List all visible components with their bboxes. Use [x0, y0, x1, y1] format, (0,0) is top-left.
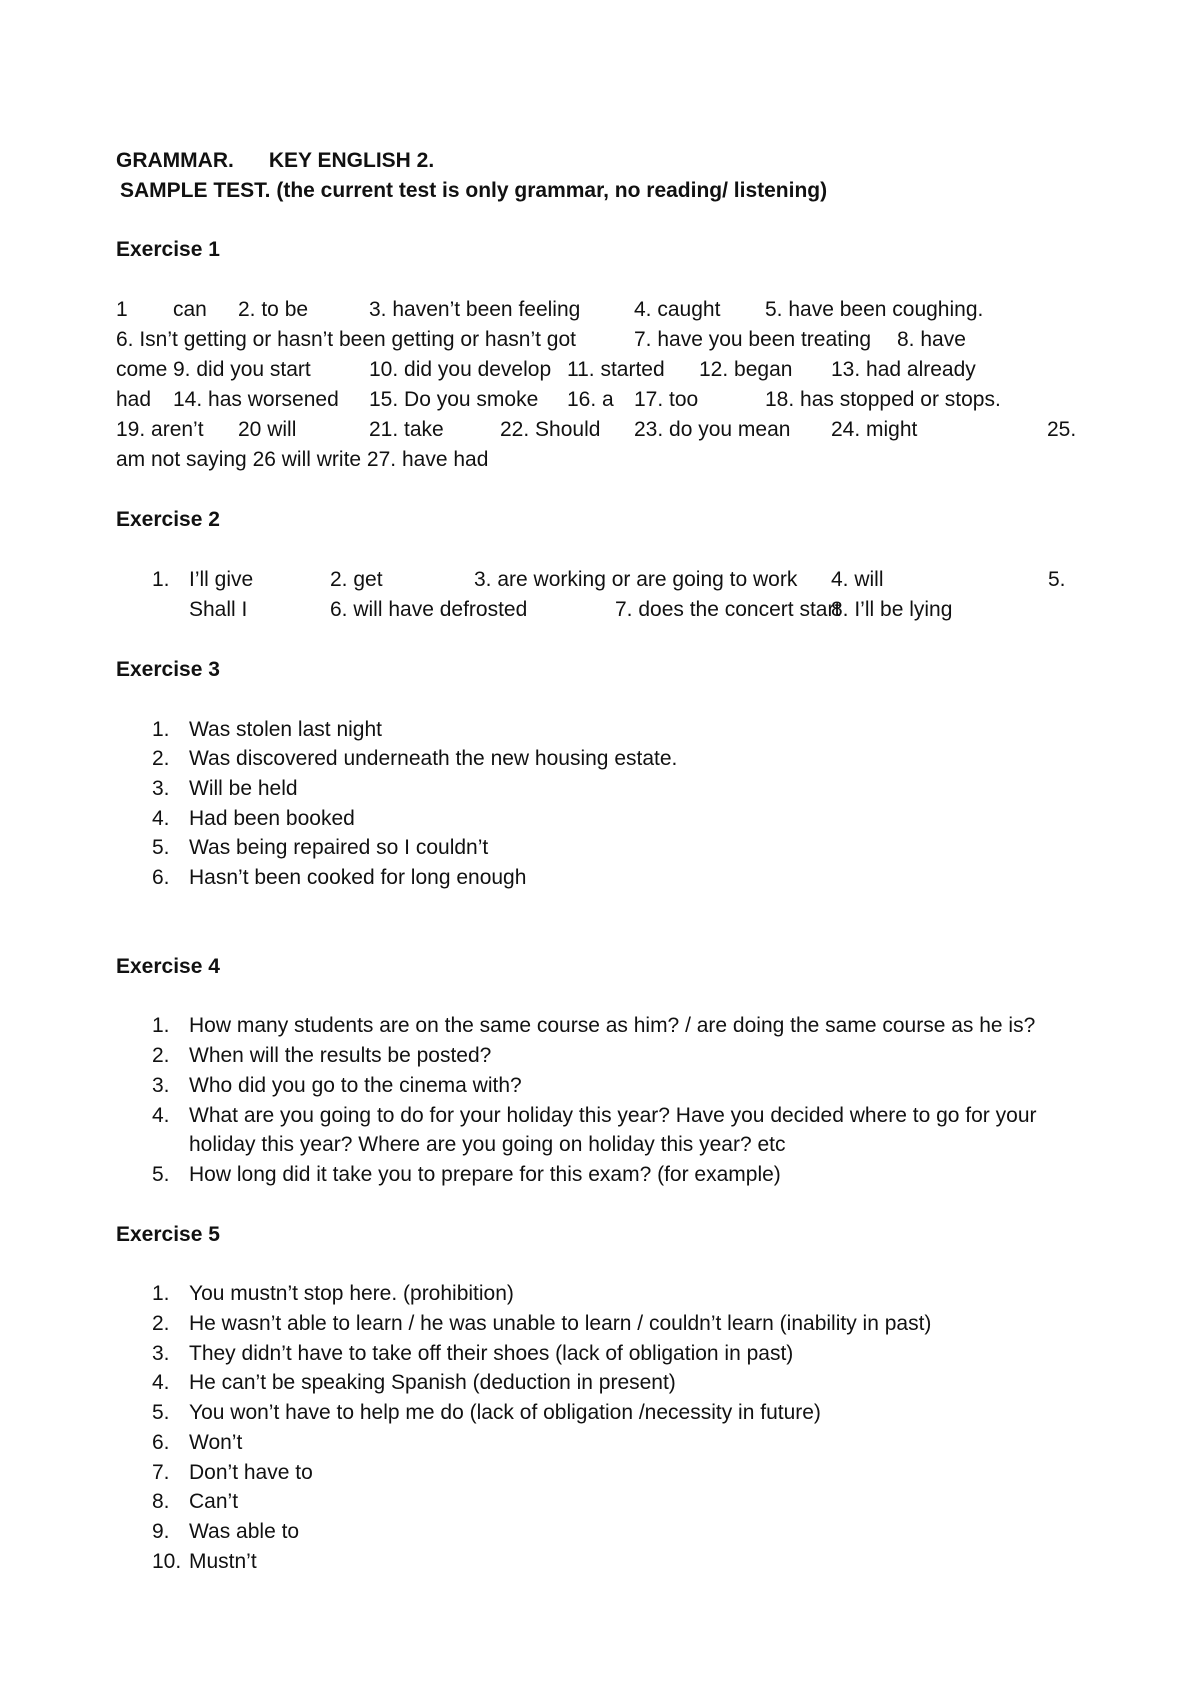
list-item: 3. Will be held [152, 776, 298, 800]
ex1-answer: 21. take [369, 418, 444, 442]
ex1-answer: 10. did you develop [369, 358, 552, 382]
ex1-answer: 18. has stopped or stops. [765, 388, 1001, 412]
ex1-answer: 3. haven’t been feeling [369, 298, 581, 322]
ex1-answer: 25. [1047, 418, 1077, 442]
list-item: 10. Mustn’t [152, 1549, 257, 1573]
list-item: 9. Was able to [152, 1519, 300, 1543]
document-page [116, 146, 1086, 1576]
spacer [116, 205, 1086, 235]
ex2-answer: 1. [152, 567, 170, 591]
list-item: 3. Who did you go to the cinema with? [152, 1073, 522, 1097]
list-item: 3. They didn’t have to take off their shoes (lack of obligation in past) [152, 1341, 794, 1365]
ex2-answer: 6. will have defrosted [330, 597, 528, 621]
ex1-answer: am not saying 26 will write 27. have had [116, 448, 489, 472]
list-item: 2. When will the results be posted? [152, 1044, 492, 1068]
ex1-answer: 9. did you start [173, 358, 311, 382]
ex1-answer: 24. might [831, 418, 918, 442]
exercise5-list [116, 1279, 1086, 1576]
spacer [116, 893, 1086, 952]
spacer [116, 535, 1086, 565]
list-item: 4. He can’t be speaking Spanish (deduction in present) [152, 1371, 676, 1395]
ex1-answer: come [116, 358, 168, 382]
list-item: 1. How many students are on the same course as him? / are doing the same course as he is? [152, 1014, 1036, 1038]
ex1-answer: 4. caught [634, 298, 721, 322]
exercise4-list [116, 1011, 1086, 1189]
ex1-answer: 17. too [634, 388, 699, 412]
document-header-line1 [116, 146, 1086, 176]
spacer [116, 1249, 1086, 1279]
spacer [116, 625, 1086, 655]
exercise4-title: Exercise 4 [116, 954, 220, 978]
list-item: 4. Had been booked [152, 806, 355, 830]
ex1-answer: 13. had already [831, 358, 976, 382]
ex2-answer: 8. I’ll be lying [831, 597, 953, 621]
ex1-answer: 16. a [567, 388, 614, 412]
ex1-answer: 7. have you been treating [634, 328, 872, 352]
ex2-answer: Shall I [189, 597, 248, 621]
exercise5-title: Exercise 5 [116, 1222, 220, 1246]
ex1-answer: 6. Isn’t getting or hasn’t been getting or hasn’t got [116, 328, 576, 352]
list-item: 2. Was discovered underneath the new housing estate. [152, 747, 678, 771]
list-item: 8. Can’t [152, 1490, 239, 1514]
ex1-answer: 11. started [567, 358, 665, 382]
list-item: 2. He wasn’t able to learn / he was unable to learn / couldn’t learn (inability in past) [152, 1312, 932, 1336]
ex2-answer: 5. [1048, 567, 1066, 591]
exercise1-title: Exercise 1 [116, 238, 220, 262]
list-item: 6. Hasn’t been cooked for long enough [152, 866, 527, 890]
ex1-answer: 15. Do you smoke [369, 388, 539, 412]
header-key-english: KEY ENGLISH 2. [268, 149, 435, 172]
ex1-answer: 22. Should [500, 418, 601, 442]
spacer [116, 1190, 1086, 1220]
list-item: 1. You mustn’t stop here. (prohibition) [152, 1282, 514, 1306]
list-item: 6. Won’t [152, 1430, 243, 1454]
spacer [116, 685, 1086, 715]
list-item: 1. Was stolen last night [152, 717, 382, 741]
spacer [116, 265, 1086, 295]
ex2-answer: 7. does the concert start [615, 597, 841, 621]
list-item: 4. What are you going to do for your holiday this year? Have you decided where to go for your holiday this year? Where are you going on holiday this year? etc [152, 1103, 1037, 1157]
ex1-answer: 8. have [897, 328, 966, 352]
ex1-answer: 5. have been coughing. [765, 298, 984, 322]
ex1-answer: 20 will [238, 418, 297, 442]
exercise1-answers [116, 295, 1086, 475]
list-item: 5. Was being repaired so I couldn’t [152, 836, 489, 860]
ex1-answer: 14. has worsened [173, 388, 339, 412]
ex2-answer: 2. get [330, 567, 383, 591]
ex2-answer: 3. are working or are going to work [474, 567, 798, 591]
ex1-answer: 12. began [699, 358, 793, 382]
ex1-answer: 1 [116, 298, 128, 322]
ex2-answer: I’ll give [189, 567, 254, 591]
exercise2-answers [116, 565, 1086, 625]
ex1-answer: 2. to be [238, 298, 309, 322]
header-grammar: GRAMMAR. [116, 149, 234, 172]
ex1-answer: 19. aren’t [116, 418, 204, 442]
ex1-answer: can [173, 298, 207, 322]
list-item: 5. You won’t have to help me do (lack of obligation /necessity in future) [152, 1401, 821, 1425]
exercise3-list [116, 715, 1086, 893]
document-header-line2: SAMPLE TEST. (the current test is only grammar, no reading/ listening) [120, 178, 828, 202]
ex1-answer: 23. do you mean [634, 418, 791, 442]
list-item: 7. Don’t have to [152, 1460, 313, 1484]
ex2-answer: 4. will [831, 567, 884, 591]
ex1-answer: had [116, 388, 152, 412]
exercise3-title: Exercise 3 [116, 657, 220, 681]
spacer [116, 475, 1086, 505]
list-item: 5. How long did it take you to prepare for this exam? (for example) [152, 1162, 781, 1186]
exercise2-title: Exercise 2 [116, 508, 220, 532]
spacer [116, 981, 1086, 1011]
